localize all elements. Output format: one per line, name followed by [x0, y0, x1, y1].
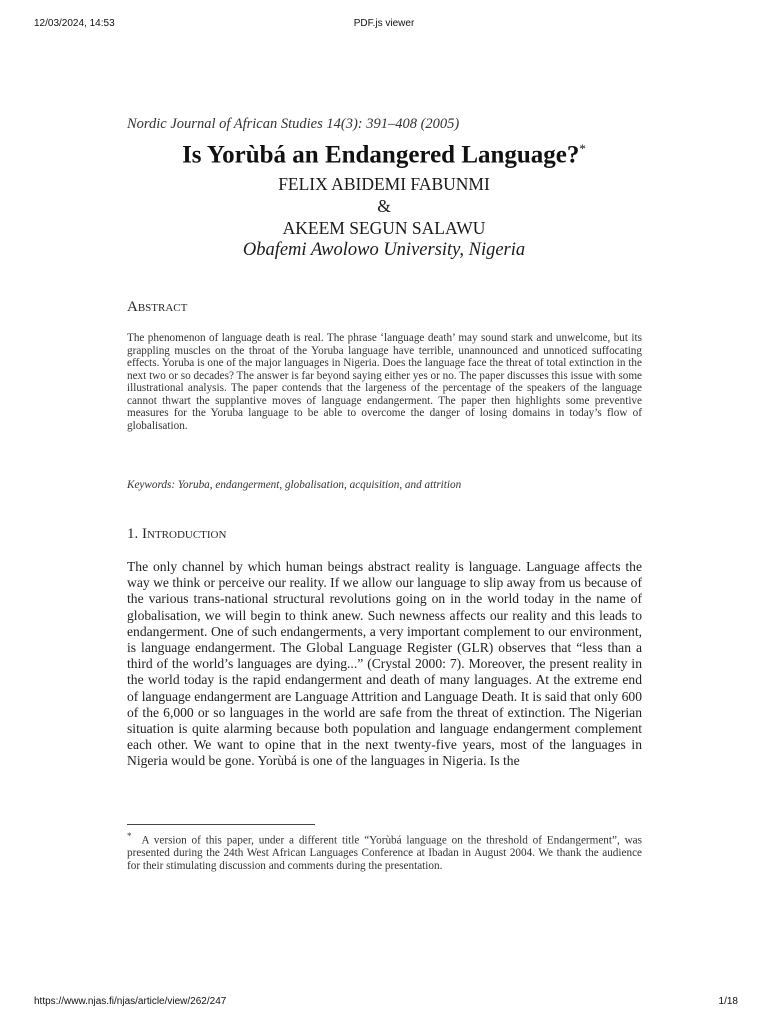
print-datetime: 12/03/2024, 14:53 [34, 18, 115, 29]
print-header [0, 18, 768, 32]
abstract-heading: Abstract [127, 299, 188, 315]
paper-title [0, 141, 768, 169]
footnote-mark: * [127, 831, 132, 841]
footnote-text: A version of this paper, under a different title “Yorùbá language on the threshold of Endangerment”, was presented during the 24th West African Languages Conference at Ibadan in August 2004. We thank the audience for their stimulating discussion and comments during the presentation. [127, 834, 642, 872]
author-1: FELIX ABIDEMI FABUNMI [278, 174, 490, 194]
author-separator: & [377, 196, 391, 216]
abstract-body: The phenomenon of language death is real. The phrase ‘language death’ may sound stark and unwelcome, but its grappling muscles on the throat of the Yoruba language have terrible, unannounced and unnoticed suffocating effects. Yoruba is one of the major languages in Nigeria. Does the language face the threat of total extinction in the next two or so decades? The answer is far beyond saying either yes or no. The paper discusses this issue with some illustrational analysis. The paper contends that the largeness of the percentage of the speakers of the language cannot thwart the supplantive moves of language endangerment. The paper then highlights some preventive measures for the Yoruba language to be able to overcome the danger of losing domains in today’s flow of globalisation. [127, 332, 642, 432]
introduction-body: The only channel by which human beings abstract reality is language. Language affects the way we think or perceive our reality. If we allow our language to slip away from us because of the various trans-national structural revolutions going on in the world today in the name of globalisation, we will begin to think anew. Such newness affects our reality and this leads to endangerment. One of such endangerments, a very important complement to our environment, is language endangerment. The Global Language Register (GLR) observes that “less than a third of the world’s languages are dying...” (Crystal 2000: 7). Moreover, the present reality in the world today is the rapid endangerment and death of many languages. At the extreme end of language endangerment are Language Attrition and Language Death. It is said that only 600 of the 6,000 or so languages in the world are safe from the threat of extinction. The Nigerian situation is quite alarming because both population and language endangerment complement each other. We want to opine that in the next twenty-five years, most of the languages in Nigeria would be gone. Yorùbá is one of the languages in Nigeria. Is the [127, 559, 642, 769]
paper-title-text: Is Yorùbá an Endangered Language? [182, 141, 580, 169]
footnote-divider [127, 824, 315, 825]
introduction-heading: 1. Introduction [127, 526, 227, 542]
journal-citation: Nordic Journal of African Studies 14(3): 391–408 (2005) [127, 116, 460, 132]
page-counter: 1/18 [718, 996, 738, 1007]
print-footer [0, 996, 768, 1010]
author-2: AKEEM SEGUN SALAWU [282, 218, 486, 238]
affiliation: Obafemi Awolowo University, Nigeria [242, 240, 526, 260]
footnote [127, 830, 642, 872]
source-url[interactable]: https://www.njas.fi/njas/article/view/262/247 [34, 996, 227, 1007]
title-footnote-mark: * [579, 141, 586, 156]
viewer-title: PDF.js viewer [353, 18, 415, 29]
keywords: Keywords: Yoruba, endangerment, globalisation, acquisition, and attrition [127, 479, 462, 491]
